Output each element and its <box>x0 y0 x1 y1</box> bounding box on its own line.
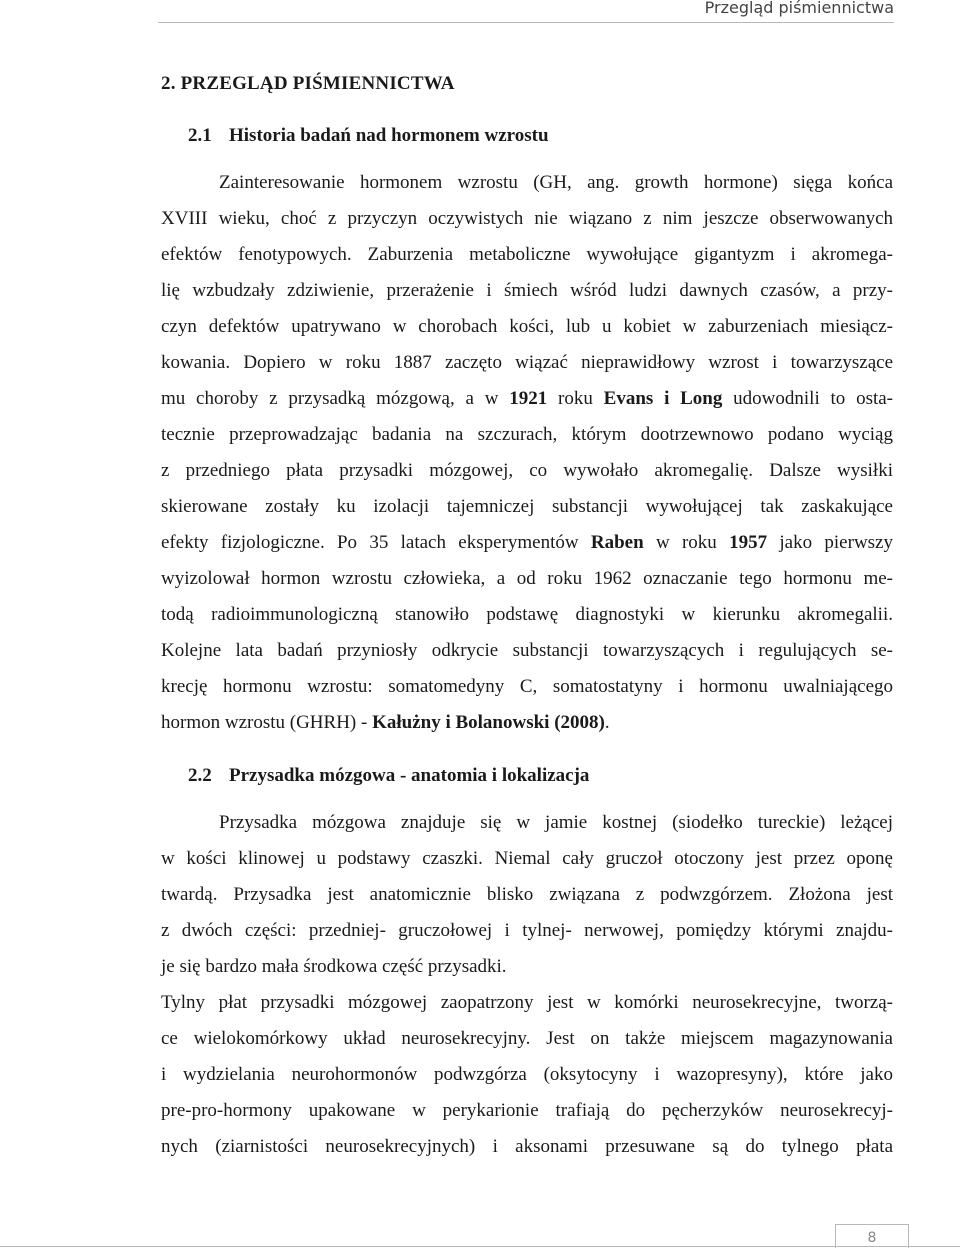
text-line: pre-pro-hormony upakowane w perykarionie trafiają do pęcherzyków neurosekrecyj- <box>161 1100 893 1121</box>
text-line: twardą. Przysadka jest anatomicznie blisko związana z podwzgórzem. Złożona jest <box>161 884 893 905</box>
text-run: w roku <box>643 532 730 553</box>
text-line: tecznie przeprowadzając badania na szczurach, którym dootrzewnowo podano wyciąg <box>161 424 893 445</box>
text-line <box>161 530 893 556</box>
text-run: roku <box>547 388 604 409</box>
text-line: Zainteresowanie hormonem wzrostu (GH, ang. growth hormone) sięga końca <box>219 172 893 193</box>
text-line: wyizolował hormon wzrostu człowieka, a od roku 1962 oznaczanie tego hormonu me- <box>161 568 893 589</box>
text-line: kowania. Dopiero w roku 1887 zaczęto wiązać nieprawidłowy wzrost i towarzyszące <box>161 352 893 373</box>
text-line: nych (ziarnistości neurosekrecyjnych) i aksonami przesuwane są do tylnego płata <box>161 1136 893 1157</box>
text-line: z dwóch części: przedniej- gruczołowej i tylnej- nerwowej, pomiędzy którymi znajdu- <box>161 920 893 941</box>
year-citation: 1921 <box>509 388 548 409</box>
footer-divider <box>0 1246 960 1247</box>
section-title: Historia badań nad hormonem wzrostu <box>229 125 549 146</box>
author-citation: Raben <box>590 532 644 553</box>
text-line: Tylny płat przysadki mózgowej zaopatrzony jest w komórki neurosekrecyjne, tworzą- <box>161 992 893 1013</box>
text-line <box>161 710 893 736</box>
text-line: Przysadka mózgowa znajduje się w jamie kostnej (siodełko tureckie) leżącej <box>219 812 893 833</box>
text-run: mu choroby z przysadką mózgową, a w <box>161 388 510 409</box>
text-line: Kolejne lata badań przyniosły odkrycie substancji towarzyszących i regulujących se- <box>161 640 893 661</box>
section-heading-2-2 <box>188 764 589 788</box>
text-run: udowodnili to osta- <box>722 388 894 409</box>
author-citation: Evans i Long <box>603 388 723 409</box>
text-run: hormon wzrostu (GHRH) - <box>161 712 373 733</box>
text-run: . <box>604 712 610 733</box>
section-title: Przysadka mózgowa - anatomia i lokalizacja <box>229 765 590 786</box>
text-line: skierowane zostały ku izolacji tajemniczej substancji wywołującej tak zaskakujące <box>161 496 893 517</box>
text-line: z przedniego płata przysadki mózgowej, co wywołało akromegalię. Dalsze wysiłki <box>161 460 893 481</box>
header-divider <box>158 22 894 23</box>
running-header-title: Przegląd piśmiennictwa <box>704 0 894 17</box>
text-line: lię wzbudzały zdziwienie, przerażenie i śmiech wśród ludzi dawnych czasów, a przy- <box>161 280 893 301</box>
text-line: efektów fenotypowych. Zaburzenia metaboliczne wywołujące gigantyzm i akromega- <box>161 244 893 265</box>
reference-citation: Kałużny i Bolanowski (2008) <box>372 712 605 733</box>
text-line: je się bardzo mała środkowa część przysadki. <box>161 956 507 977</box>
text-run: efekty fizjologiczne. Po 35 latach eksperymentów <box>161 532 591 553</box>
text-line: XVIII wieku, choć z przyczyn oczywistych nie wiązano z nim jeszcze obserwowanych <box>161 208 893 229</box>
section-heading-2-1 <box>188 124 549 148</box>
text-line: todą radioimmunologiczną stanowiło podstawę diagnostyki w kierunku akromegalii. <box>161 604 893 625</box>
page-number: 8 <box>835 1224 909 1248</box>
text-run: jako pierwszy <box>767 532 893 553</box>
text-line: krecję hormonu wzrostu: somatomedyny C, somatostatyny i hormonu uwalniającego <box>161 676 893 697</box>
year-citation: 1957 <box>729 532 768 553</box>
text-line <box>161 386 893 412</box>
text-line: w kości klinowej u podstawy czaszki. Niemal cały gruczoł otoczony jest przez oponę <box>161 848 893 869</box>
text-line: ce wielokomórkowy układ neurosekrecyjny. Jest on także miejscem magazynowania <box>161 1028 893 1049</box>
section-number: 2.1 <box>188 125 212 146</box>
text-line: i wydzielania neurohormonów podwzgórza (oksytocyny i wazopresyny), które jako <box>161 1064 893 1085</box>
chapter-heading: 2. PRZEGLĄD PIŚMIENNICTWA <box>161 73 455 94</box>
text-line: czyn defektów upatrywano w chorobach kości, lub u kobiet w zaburzeniach miesiącz- <box>161 316 893 337</box>
section-number: 2.2 <box>188 765 212 786</box>
